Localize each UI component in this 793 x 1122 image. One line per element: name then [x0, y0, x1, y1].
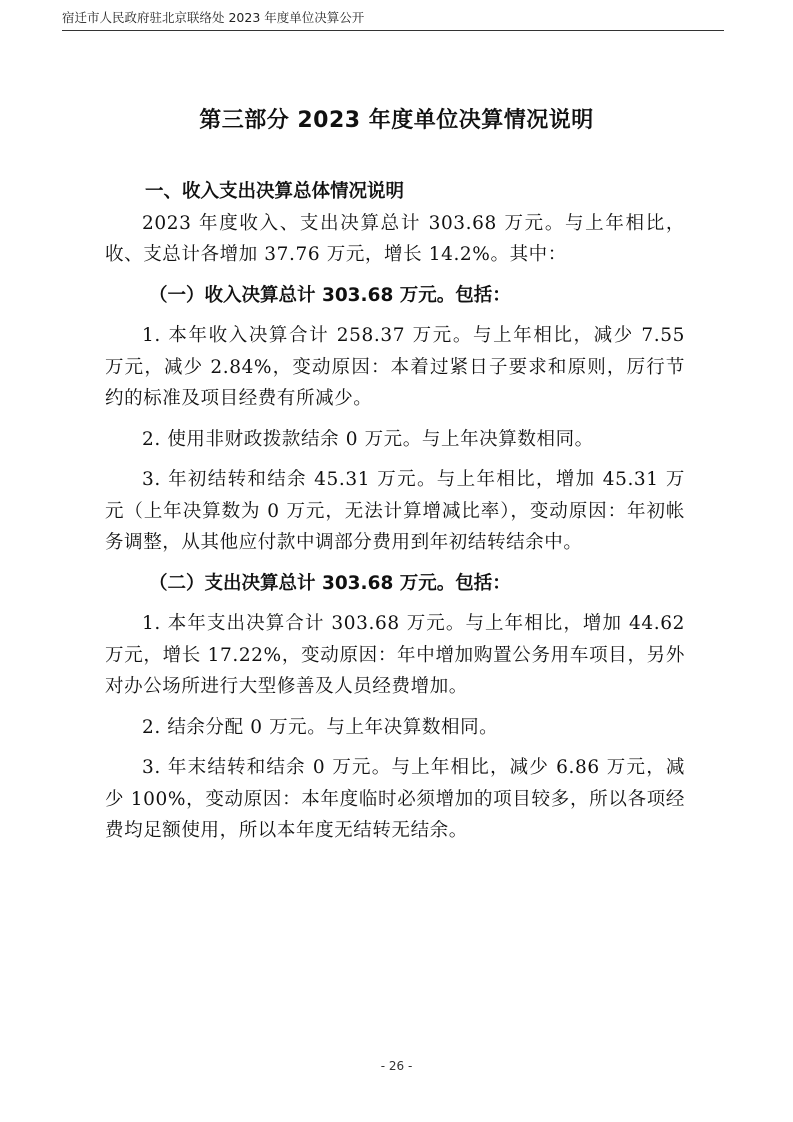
expense-item-3: 3. 年末结转和结余 0 万元。与上年相比，减少 6.86 万元，减少 100%，变动原因：本年度临时必须增加的项目较多，所以各项经费均足额使用，所以本年度无结转无结余。: [105, 757, 685, 841]
document-body: [105, 176, 685, 847]
expense-item-1: 1. 本年支出决算合计 303.68 万元。与上年相比，增加 44.62 万元，增长 17.22%，变动原因：年中增加购置公务用车项目，另外对办公场所进行大型修善及人员经费增加。: [105, 613, 685, 697]
expense-item-2: 2. 结余分配 0 万元。与上年决算数相同。: [142, 716, 499, 738]
page-title: 第三部分 2023 年度单位决算情况说明: [199, 108, 594, 133]
expense-heading: （二）支出决算总计 303.68 万元。包括：: [149, 572, 511, 594]
income-item-3: 3. 年初结转和结余 45.31 万元。与上年相比，增加 45.31 万元（上年决算数为 0 万元，无法计算增减比率），变动原因：年初帐务调整，从其他应付款中调部分费用到年初结转结余中。: [105, 469, 685, 553]
section-heading: 一、收入支出决算总体情况说明: [145, 181, 405, 202]
page-header: 宿迁市人民政府驻北京联络处 2023 年度单位决算公开: [62, 8, 724, 31]
intro-paragraph: 2023 年度收入、支出决算总计 303.68 万元。与上年相比，收、支总计各增加 37.76 万元，增长 14.2%。其中：: [105, 212, 685, 265]
page-number: - 26 -: [380, 1059, 413, 1073]
income-heading: （一）收入决算总计 303.68 万元。包括：: [149, 284, 511, 306]
income-item-1: 1. 本年收入决算合计 258.37 万元。与上年相比，减少 7.55 万元，减少 2.84%，变动原因：本着过紧日子要求和原则，厉行节约的标准及项目经费有所减少。: [105, 325, 685, 409]
income-item-2: 2. 使用非财政拨款结余 0 万元。与上年决算数相同。: [142, 428, 594, 450]
